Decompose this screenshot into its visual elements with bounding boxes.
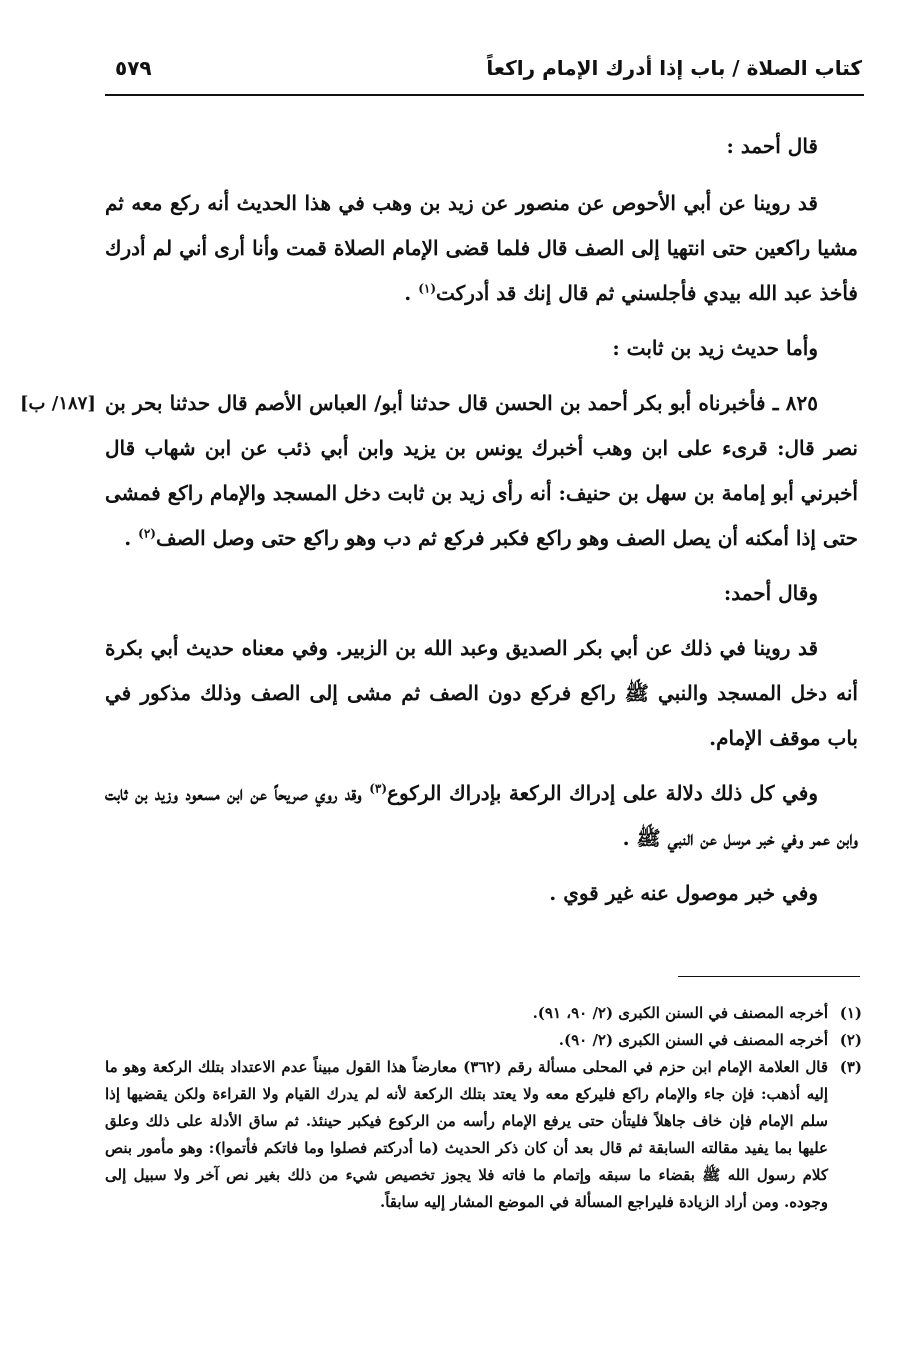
section-heading-qala-ahmad: قال أحمد : bbox=[726, 134, 818, 158]
paragraph-end: . bbox=[404, 281, 419, 305]
footnote-number: (١) bbox=[839, 1004, 862, 1022]
paragraph-text-b: وقد روي صريحاً عن ابن مسعود وزيد بن ثابت وابن عمر وفي خبر مرسل عن النبي ﷺ . bbox=[105, 781, 858, 850]
running-head bbox=[105, 56, 862, 92]
footnote-2 bbox=[105, 1027, 862, 1054]
paragraph-text: قد روينا عن أبي الأحوص عن منصور عن زيد بن وهب في هذا الحديث أنه ركع معه ثم مشيا راكعين حتى انتهيا إلى الصف قال فلما قضى الإمام الصلاة قمت وأنا أرى أني لم أدرك فأخذ عبد الله بيدي فأجلسني ثم قال إنك قد أدركت bbox=[105, 191, 858, 305]
footnote-ref-1[interactable]: (١) bbox=[418, 281, 437, 296]
footnote-number: (٣) bbox=[839, 1058, 862, 1076]
manuscript-folio-note: [١٨٧/ ب] bbox=[20, 393, 96, 414]
hadith-825 bbox=[20, 381, 858, 561]
footnote-ref-3[interactable]: (٣) bbox=[369, 781, 388, 796]
footnote-text: أخرجه المصنف في السنن الكبرى (٢/ ٩٠، ٩١). bbox=[532, 1004, 828, 1022]
footnote-separator bbox=[678, 976, 860, 977]
paragraph-abi-bakr: قد روينا في ذلك عن أبي بكر الصديق وعبد الله بن الزبير. وفي معناه حديث أبي بكرة أنه دخل المسجد والنبي ﷺ راكع فركع دون الصف ثم مشى إلى الصف وذلك مذكور في باب موقف الإمام. bbox=[105, 636, 858, 750]
running-title: كتاب الصلاة / باب إذا أدرك الإمام راكعاً bbox=[486, 56, 862, 80]
footnote-1 bbox=[105, 1000, 862, 1027]
paragraph-text-a: وفي كل ذلك دلالة على إدراك الركعة بإدراك الركوع bbox=[387, 781, 818, 805]
footnotes bbox=[105, 1000, 862, 1216]
footnote-text: قال العلامة الإمام ابن حزم في المحلى مسألة رقم (٣٦٢) معارضاً هذا القول مبيناً عدم الاعتداد بتلك الركعة وهو ما إليه أذهب: فإن جاء والإمام راكع فليركع معه ولا يعتد بتلك الركعة لأنه لم يدرك القيام ولا القراءة ولكن يقضيها إذا سلم الإمام فإن خاف جاهلاً فليتأن حتى يرفع الإمام رأسه من الركوع فيكبر حينئذ. ثم ساق الأدلة على ذلك وعلق عليها بما يفيد مقالته السابقة ثم قال بعد أن كان ذكر الحديث (ما أدركتم فصلوا وما فاتكم فأتموا): وهو مأمور بنص كلام رسول الله ﷺ بقضاء ما سبقه وإتمام ما فاته فلا يجوز تخصيص شيء من ذلك بغير نص آخر ولا سبيل إلى وجوده. ومن أراد الزيادة فليراجع المسألة في الموضع المشار إليه سابقاً. bbox=[105, 1058, 828, 1211]
footnote-ref-2[interactable]: (٢) bbox=[138, 526, 156, 541]
page-number: ٥٧٩ bbox=[115, 56, 152, 80]
footnote-3 bbox=[105, 1054, 862, 1216]
main-text bbox=[20, 124, 858, 916]
header-rule bbox=[105, 94, 864, 96]
paragraph-khabar-mawsul: وفي خبر موصول عنه غير قوي . bbox=[549, 881, 818, 905]
paragraph-abi-al-ahwas bbox=[105, 181, 858, 316]
paragraph-dalala bbox=[105, 771, 858, 861]
hadith-end: . bbox=[124, 526, 139, 550]
footnote-text: أخرجه المصنف في السنن الكبرى (٢/ ٩٠). bbox=[558, 1031, 828, 1049]
hadith-text: ٨٢٥ ـ فأخبرناه أبو بكر أحمد بن الحسن قال حدثنا أبو/ العباس الأصم قال حدثنا بحر بن نصر قال: قرىء على ابن وهب أخبرك يونس بن يزيد وابن أبي ذئب عن ابن شهاب قال أخبرني أبو إمامة بن سهل بن حنيف: أنه رأى زيد بن ثابت دخل المسجد والإمام راكع فمشى حتى إذا أمكنه أن يصل الصف وهو راكع فكبر فركع ثم دب وهو راكع حتى وصل الصف bbox=[105, 391, 858, 550]
section-heading-wa-qala-ahmad: وقال أحمد: bbox=[723, 581, 818, 605]
footnote-number: (٢) bbox=[839, 1031, 862, 1049]
section-heading-zayd-ibn-thabit: وأما حديث زيد بن ثابت : bbox=[612, 336, 818, 360]
